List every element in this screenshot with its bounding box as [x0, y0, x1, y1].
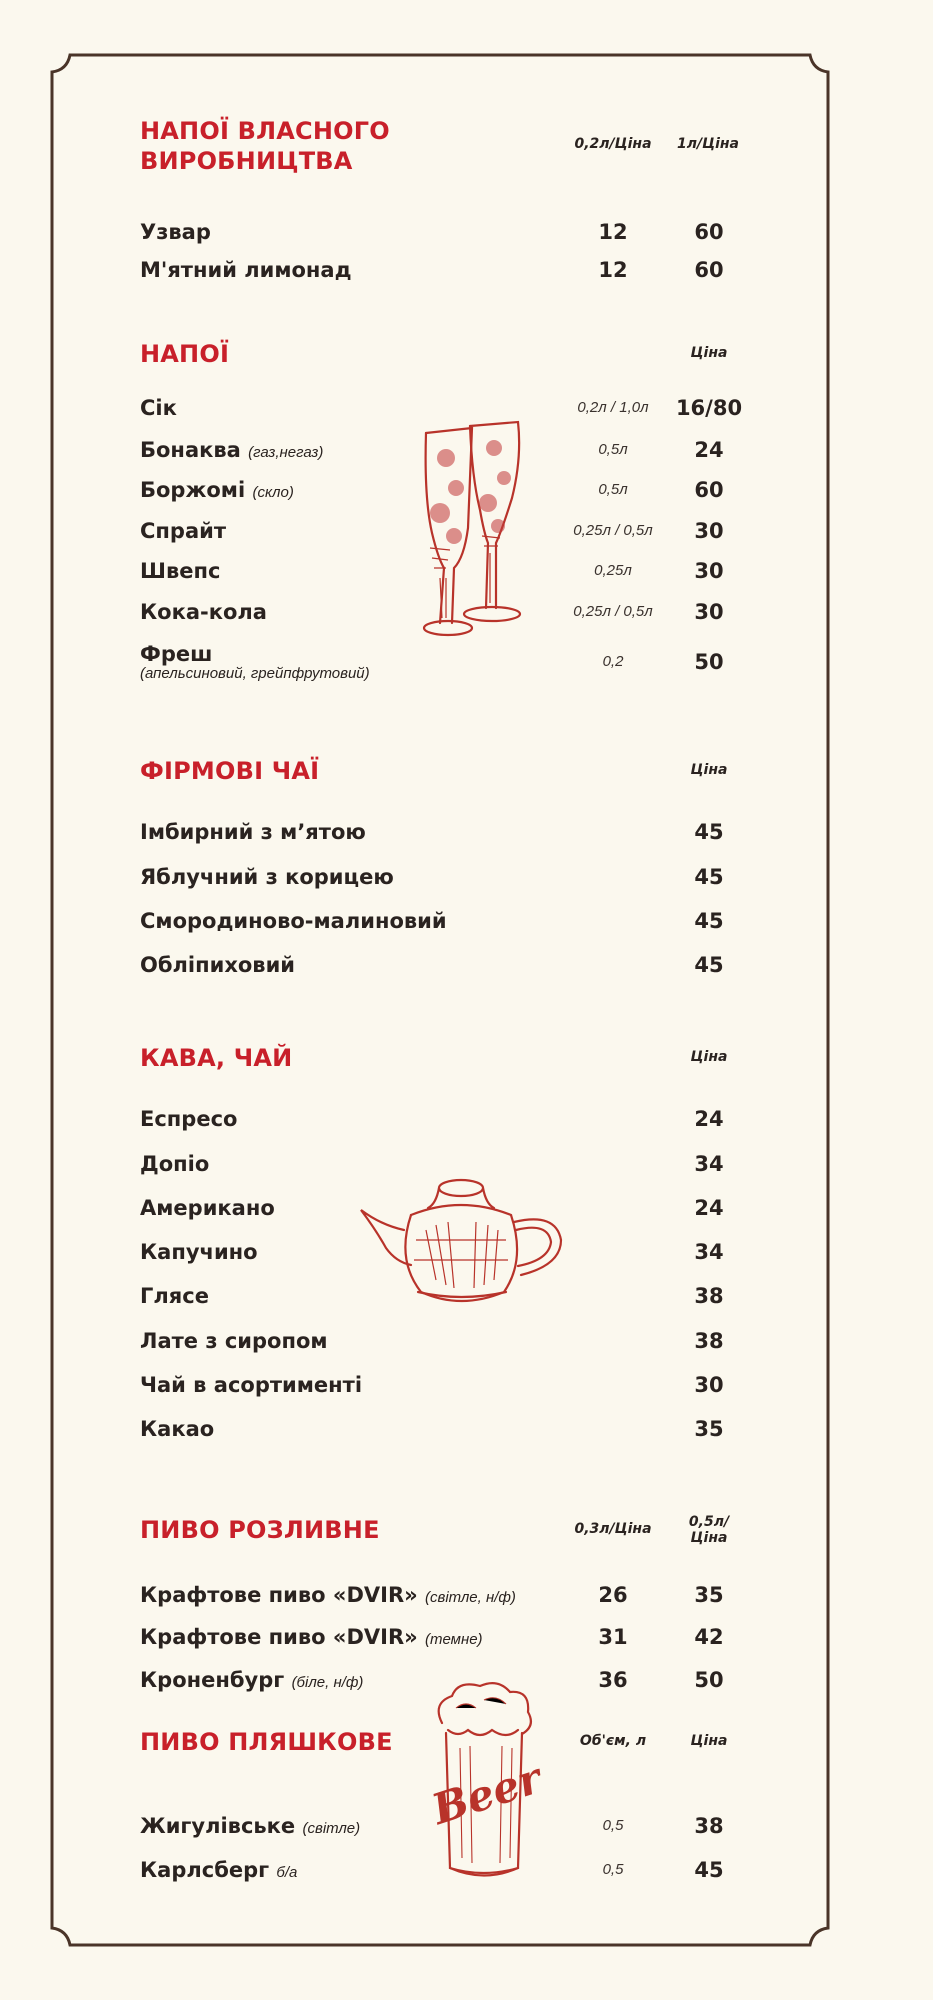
vol-fresh: 0,2: [602, 653, 624, 670]
price-bonaqua: 24: [694, 438, 724, 462]
price-sea-buckthorn-tea: 45: [694, 953, 724, 977]
item-coca-cola: Кока-кола: [140, 600, 267, 624]
item-americano: Американо: [140, 1196, 275, 1220]
item-mint-lemonade: М'ятний лимонад: [140, 258, 352, 282]
item-borjomi: [140, 477, 294, 506]
price-kronenbourg-03: 36: [598, 1668, 628, 1692]
price-zhyhulivske: 38: [694, 1814, 724, 1838]
item-dvir-dark-label: Крафтове пиво «DVIR»: [140, 1625, 418, 1649]
col-header-05l-vol: 0,5л/: [688, 1514, 730, 1530]
section-title-drinks: НАПОЇ: [140, 340, 230, 368]
item-uzvar: Узвар: [140, 220, 211, 244]
item-bonaqua-label: Бонаква: [140, 438, 241, 462]
vol-borjomi: 0,5л: [598, 481, 628, 498]
price-dvir-dark-05: 42: [694, 1625, 724, 1649]
col-header-volume: Об'єм, л: [579, 1733, 647, 1749]
item-latte-syrup: Лате з сиропом: [140, 1329, 328, 1353]
col-header-price-tea: Ціна: [690, 762, 728, 778]
item-kronenbourg: [140, 1667, 363, 1696]
price-coca-cola: 30: [694, 600, 724, 624]
glasses-illustration-icon: [410, 418, 540, 643]
section-title-coffee-tea: КАВА, ЧАЙ: [140, 1044, 293, 1072]
col-header-price-drinks: Ціна: [690, 345, 728, 361]
item-doppio: Допіо: [140, 1152, 210, 1176]
item-sprite: Спрайт: [140, 519, 227, 543]
price-schweppes: 30: [694, 559, 724, 583]
item-sea-buckthorn-tea: Обліпиховий: [140, 953, 296, 977]
col-header-03l: 0,3л/Ціна: [574, 1521, 652, 1537]
section-title-signature-tea: ФІРМОВІ ЧАЇ: [140, 757, 320, 785]
price-lemonade-02: 12: [598, 258, 628, 282]
item-kronenbourg-note: (біле, н/ф): [291, 1674, 364, 1691]
teapot-illustration-icon: [356, 1170, 576, 1310]
item-bonaqua-note: (газ,негаз): [248, 444, 324, 461]
item-kronenbourg-label: Кроненбург: [140, 1668, 285, 1692]
price-doppio: 34: [694, 1152, 724, 1176]
price-uzvar-02: 12: [598, 220, 628, 244]
item-zhyhulivske: [140, 1813, 360, 1842]
price-glace: 38: [694, 1284, 724, 1308]
item-glace: Глясе: [140, 1284, 209, 1308]
section-title-draft-beer: ПИВО РОЗЛИВНЕ: [140, 1516, 380, 1544]
item-dvir-light-label: Крафтове пиво «DVIR»: [140, 1583, 418, 1607]
price-tea-assortment: 30: [694, 1373, 724, 1397]
vol-coca-cola: 0,25л / 0,5л: [573, 603, 653, 620]
price-kronenbourg-05: 50: [694, 1668, 724, 1692]
price-latte-syrup: 38: [694, 1329, 724, 1353]
item-juice: Сік: [140, 396, 177, 420]
col-header-05l-price: Ціна: [690, 1530, 728, 1546]
item-dvir-light: [140, 1582, 516, 1611]
vol-carlsberg: 0,5: [602, 1861, 624, 1878]
price-lemonade-1: 60: [694, 258, 724, 282]
item-borjomi-note: (скло): [252, 484, 294, 501]
price-cappuccino: 34: [694, 1240, 724, 1264]
item-currant-raspberry-tea: Смородиново-малиновий: [140, 909, 447, 933]
item-tea-assortment: Чай в асортименті: [140, 1373, 363, 1397]
col-header-1l: 1л/Ціна: [676, 136, 739, 152]
item-dvir-dark-note: (темне): [425, 1631, 483, 1648]
price-borjomi: 60: [694, 478, 724, 502]
item-schweppes: Швепс: [140, 559, 221, 583]
col-header-price-coffee: Ціна: [690, 1049, 728, 1065]
section-title-own-drinks: НАПОЇ ВЛАСНОГО ВИРОБНИЦТВА: [140, 117, 390, 175]
price-dvir-light-05: 35: [694, 1583, 724, 1607]
item-carlsberg-note: б/а: [276, 1864, 298, 1881]
price-fresh: 50: [694, 650, 724, 674]
item-zhyhulivske-note: (світле): [302, 1820, 361, 1837]
item-fresh: Фреш: [140, 642, 213, 666]
item-ginger-mint-tea: Імбирний з м’ятою: [140, 820, 366, 844]
price-juice: 16/80: [675, 396, 743, 420]
vol-bonaqua: 0,5л: [598, 441, 628, 458]
item-dvir-dark: [140, 1624, 483, 1653]
item-espresso: Еспресо: [140, 1107, 238, 1131]
price-dvir-light-03: 26: [598, 1583, 628, 1607]
price-dvir-dark-03: 31: [598, 1625, 628, 1649]
price-carlsberg: 45: [694, 1858, 724, 1882]
item-dvir-light-note: (світле, н/ф): [425, 1589, 516, 1606]
item-carlsberg-label: Карлсберг: [140, 1858, 270, 1882]
price-americano: 24: [694, 1196, 724, 1220]
vol-zhyhulivske: 0,5: [602, 1817, 624, 1834]
item-zhyhulivske-label: Жигулівське: [140, 1814, 296, 1838]
price-cocoa: 35: [694, 1417, 724, 1441]
vol-juice: 0,2л / 1,0л: [577, 399, 649, 416]
vol-schweppes: 0,25л: [594, 562, 632, 579]
price-espresso: 24: [694, 1107, 724, 1131]
item-carlsberg: [140, 1857, 297, 1886]
item-borjomi-label: Боржомі: [140, 478, 246, 502]
price-sprite: 30: [694, 519, 724, 543]
item-cocoa: Какао: [140, 1417, 215, 1441]
price-ginger-mint-tea: 45: [694, 820, 724, 844]
col-header-05l: [669, 1514, 749, 1546]
item-fresh-note: (апельсиновий, грейпфрутовий): [140, 665, 370, 682]
col-header-price-bottled: Ціна: [690, 1733, 728, 1749]
item-bonaqua: [140, 437, 323, 466]
price-currant-raspberry-tea: 45: [694, 909, 724, 933]
price-apple-cinnamon-tea: 45: [694, 865, 724, 889]
item-apple-cinnamon-tea: Яблучний з корицею: [140, 865, 394, 889]
vol-sprite: 0,25л / 0,5л: [573, 522, 653, 539]
col-header-02l: 0,2л/Ціна: [574, 136, 652, 152]
beer-script-label: Beer: [426, 1753, 548, 1835]
beer-mug-illustration-icon: [418, 1678, 558, 1888]
section-title-bottled-beer: ПИВО ПЛЯШКОВЕ: [140, 1728, 393, 1756]
item-cappuccino: Капучино: [140, 1240, 258, 1264]
price-uzvar-1: 60: [694, 220, 724, 244]
